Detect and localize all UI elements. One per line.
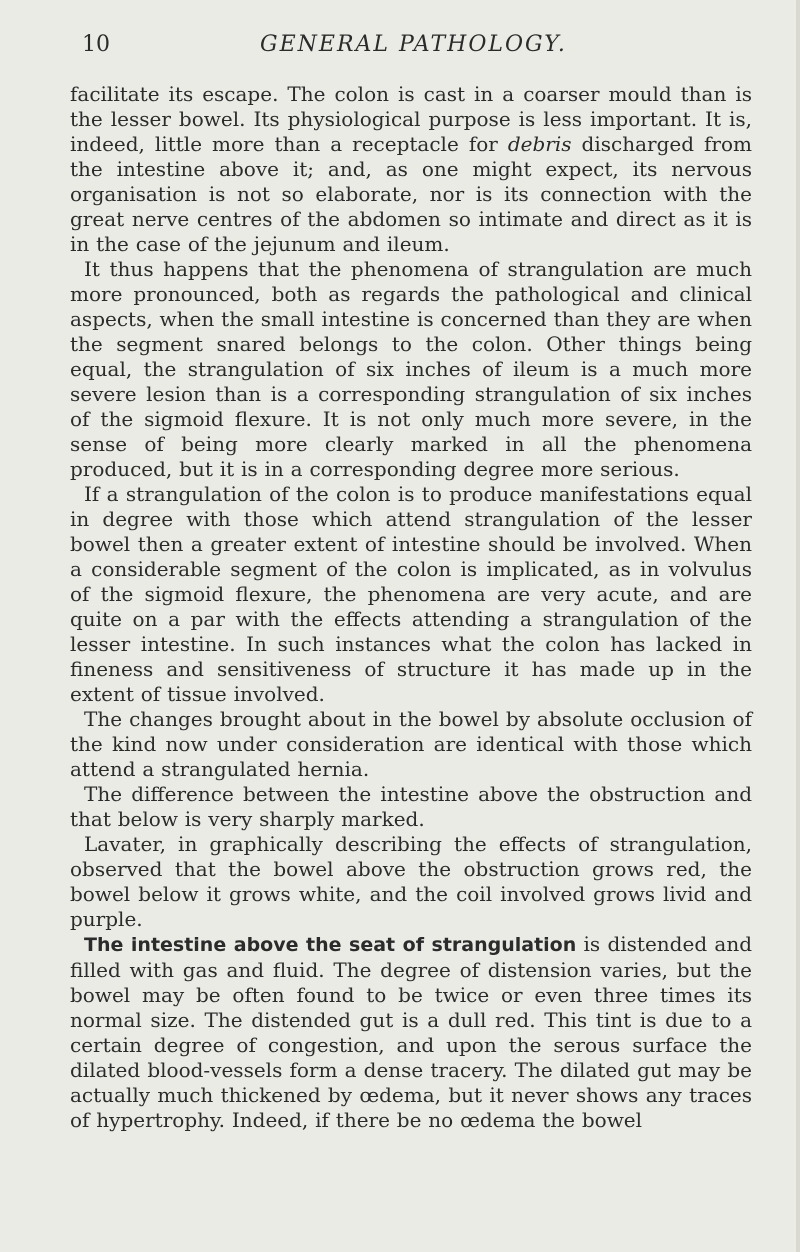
page-edge-shadow [796, 0, 800, 1252]
page-number: 10 [82, 32, 110, 57]
running-title: GENERAL PATHOLOGY. [260, 32, 567, 57]
bold-heading-intestine-above: The intestine above the seat of strangulation [84, 934, 577, 956]
paragraph-2: It thus happens that the phenomena of strangulation are much more pronounced, both as regards the pathological and clinical aspects, when the small intestine is concerned than they are when the segment snared belongs to the colon. Other things being equal, the strangulation of six inches of ileum is a much more severe lesion than is a corresponding strangulation of six inches of the sigmoid flexure. It is not only much more severe, in the sense of being more clearly marked in all the phenomena produced, but it is in a corresponding degree more serious. [70, 257, 752, 481]
page-header [70, 30, 752, 82]
italic-term-debris: debris [507, 132, 572, 156]
paragraph-7 [70, 932, 752, 1133]
paragraph-3: If a strangulation of the colon is to produce manifestations equal in degree with those which attend strangulation of the lesser bowel then a greater extent of intestine should be involved. When a considerable segment of the colon is implicated, as in volvulus of the sigmoid flexure, the phenomena are very acute, and are quite on a par with the effects attending a strangulation of the lesser intestine. In such instances what the colon has lacked in fineness and sensitiveness of structure it has made up in the extent of tissue involved. [70, 482, 752, 706]
paragraph-6: Lavater, in graphically describing the effects of strangulation, observed that the bowel above the obstruction grows red, the bowel below it grows white, and the coil involved grows livid and purple. [70, 832, 752, 931]
paragraph-7-text: is distended and filled with gas and fluid. The degree of distension varies, but the bowel may be often found to be twice or even three times its normal size. The distended gut is a dull red. This tint is due to a certain degree of congestion, and upon the serous surface the dilated blood-vessels form a dense tracery. The dilated gut may be actually much thickened by œdema, but it never shows any traces of hypertrophy. Indeed, if there be no œdema the bowel [70, 932, 752, 1132]
paragraph-1-continued: discharged from the intestine above it; and, as one might expect, its nervous organisation is not so elaborate, nor is its connection with the great nerve centres of the abdomen so intimate and direct as it is in the case of the jejunum and ileum. [70, 132, 752, 256]
paragraph-1-text: facilitate its escape. The colon is cast in a coarser mould than is the lesser bowel. Its physiological purpose is less important. It is, indeed, little more than a receptacle for [70, 82, 752, 156]
paragraph-4: The changes brought about in the bowel by absolute occlusion of the kind now under consideration are identical with those which attend a strangulated hernia. [70, 707, 752, 781]
body-text [70, 82, 752, 1133]
paragraph-1 [70, 82, 752, 257]
paragraph-5: The difference between the intestine above the obstruction and that below is very sharply marked. [70, 782, 752, 831]
